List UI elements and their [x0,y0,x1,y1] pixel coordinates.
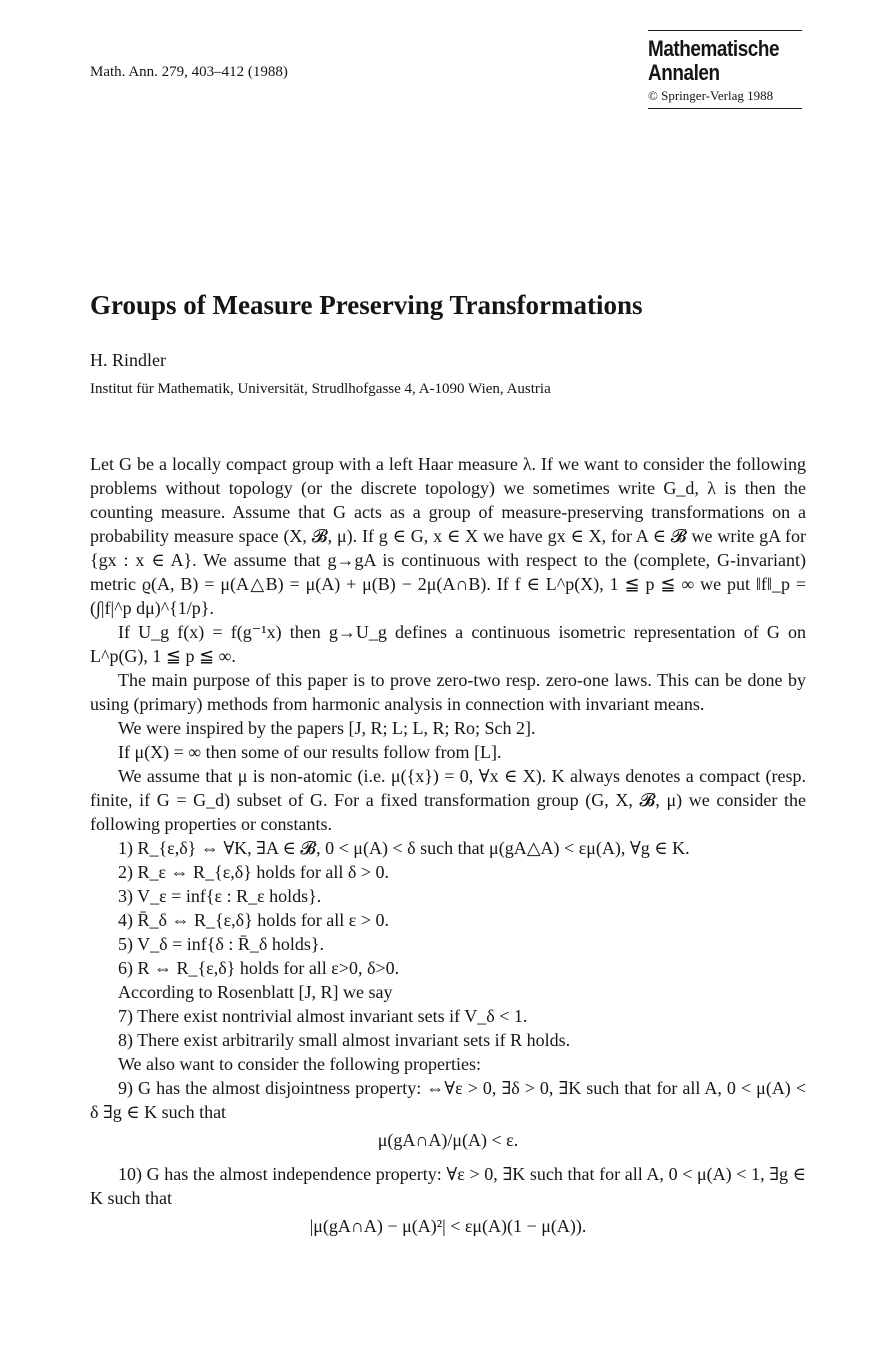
article-title: Groups of Measure Preserving Transformations [90,290,643,320]
paragraph-assumptions: We assume that μ is non-atomic (i.e. μ({x}) = 0, ∀x ∈ X). K always denotes a compact (resp. finite, if G = G_d) subset of G. For a fixed transformation group (G, X, 𝓑, μ) we consider the following properties or constants. [90,766,806,834]
journal-reference: Math. Ann. 279, 403–412 (1988) [90,64,288,80]
property-item-6: 6) R ⇔ R_{ε,δ} holds for all ε>0, δ>0. [118,958,400,978]
property-item-1: 1) R_{ε,δ} ⇔ ∀K, ∃A ∈ 𝓑, 0 < μ(A) < δ such that μ(gA△A) < εμ(A), ∀g ∈ K. [118,838,690,858]
equation-disjointness: μ(gA∩A)/μ(A) < ε. [377,1130,519,1150]
paragraph-purpose: The main purpose of this paper is to prove zero-two resp. zero-one laws. This can be done by using (primary) methods from harmonic analysis in connection with invariant means. [90,670,806,714]
paragraph-further-properties: We also want to consider the following properties: [118,1054,481,1074]
brand-name-line1: Mathematische [648,36,780,61]
property-item-8: 8) There exist arbitrarily small almost invariant sets if R holds. [118,1030,571,1050]
property-item-5: 5) V_δ = inf{δ : R̄_δ holds}. [118,934,325,954]
paragraph-representation: If U_g f(x) = f(g⁻¹x) then g→U_g defines a continuous isometric representation of G on L^p(G), 1 ≦ p ≦ ∞. [90,622,806,666]
equation-independence: |μ(gA∩A) − μ(A)²| < εμ(A)(1 − μ(A)). [309,1216,587,1236]
author-affiliation: Institut für Mathematik, Universität, Strudlhofgasse 4, A-1090 Wien, Austria [90,381,551,397]
property-item-7: 7) There exist nontrivial almost invariant sets if V_δ < 1. [118,1006,528,1026]
brand-bottom-rule [648,108,802,109]
property-item-3: 3) V_ε = inf{ε : R_ε holds}. [118,886,322,906]
paragraph-intro: Let G be a locally compact group with a left Haar measure λ. If we want to consider the following problems without topology (or the discrete topology) we sometimes write G_d, λ is then the counting measure. Assume that G acts as a group of measure-preserving transformations on a probability measure space (X, 𝓑, μ). If g ∈ G, x ∈ X we have gx ∈ X, for A ∈ 𝓑 we write gA for {gx : x ∈ A}. We assume that g→gA is continuous with respect to the (complete, G-invariant) metric ϱ(A, B) = μ(A△B) = μ(A) + μ(B) − 2μ(A∩B). If f ∈ L^p(X), 1 ≦ p ≦ ∞ we put ‖f‖_p = (∫|f|^p dμ)^{1/p}. [90,454,806,618]
brand-name-line2: Annalen [648,60,720,85]
paragraph-rosenblatt: According to Rosenblatt [J, R] we say [118,982,393,1002]
property-item-10: 10) G has the almost independence property: ∀ε > 0, ∃K such that for all A, 0 < μ(A) < 1, ∃g ∈ K such that [90,1164,806,1208]
paragraph-infinite-measure: If μ(X) = ∞ then some of our results follow from [L]. [118,742,502,762]
article-body [90,452,806,1244]
property-item-2: 2) R_ε ⇔ R_{ε,δ} holds for all δ > 0. [118,862,390,882]
property-item-9: 9) G has the almost disjointness property: ⇔∀ε > 0, ∃δ > 0, ∃K such that for all A, 0 < μ(A) < δ ∃g ∈ K such that [90,1078,806,1122]
author-name: H. Rindler [90,350,166,370]
property-item-4: 4) R̄_δ ⇔ R_{ε,δ} holds for all ε > 0. [118,910,390,930]
paragraph-inspiration: We were inspired by the papers [J, R; L; L, R; Ro; Sch 2]. [118,718,536,738]
copyright-notice: © Springer-Verlag 1988 [648,88,774,103]
journal-brand [648,30,804,109]
brand-top-rule [648,30,802,31]
